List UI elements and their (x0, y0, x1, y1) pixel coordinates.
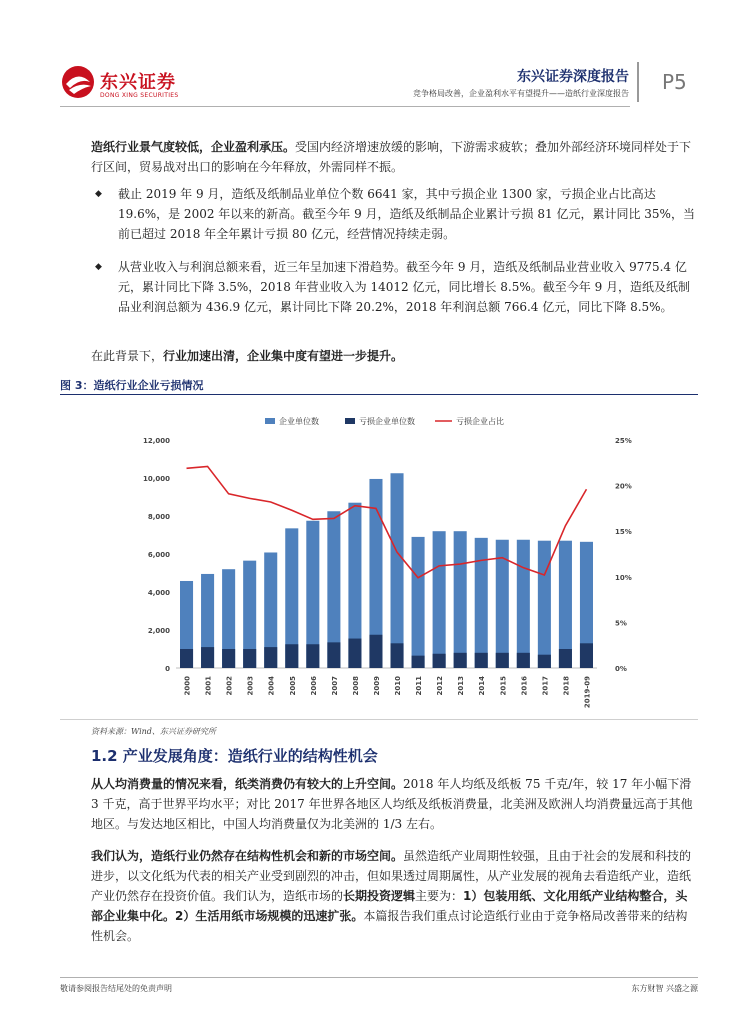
bar-units (390, 473, 403, 668)
x-tick-label: 2004 (267, 676, 276, 696)
bullet-1: 截止 2019 年 9 月，造纸及纸制品业单位个数 6641 家，其中亏损企业 1300 家，亏损企业占比高达 19.6%，是 2002 年以来的新高。截至今年 9 月，造纸及纸制品企业累计亏损 81 亿元，累计同比 35%，当前已超过 2018 年全年累计亏损 80 亿元，经营情况持续走弱。 (118, 187, 695, 241)
consumption-lead: 从人均消费量的情况来看，纸类消费仍有较大的上升空间。 (91, 777, 404, 791)
x-tick-label: 2011 (415, 676, 424, 696)
opportunity-lead: 我们认为，造纸行业仍然存在结构性机会和新的市场空间。 (91, 849, 404, 863)
bar-loss (327, 642, 340, 668)
logo (60, 62, 190, 106)
y-left-tick-label: 6,000 (147, 551, 170, 559)
x-tick-label: 2017 (541, 676, 550, 696)
bar-loss (412, 656, 425, 668)
opportunity-points: 1）包装用纸、文化用纸产业结构整合，头部企业集中化。2）生活用纸市场规模的迅速扩张。 (91, 889, 688, 923)
logo-sub: DONG XING SECURITIES (100, 92, 179, 99)
bullet-icon: ◆ (95, 262, 102, 272)
bar-units (412, 537, 425, 668)
y-right-tick-label: 5% (615, 619, 627, 628)
bar-loss (306, 644, 319, 668)
intro-paragraph (91, 137, 697, 177)
legend-label-loss: 亏损企业单位数 (359, 417, 415, 426)
footer-disclaimer: 敬请参阅报告结尾处的免责声明 (60, 984, 172, 993)
bar-loss (285, 644, 298, 668)
x-tick-label: 2016 (520, 676, 529, 696)
section-title: 1.2 产业发展角度：造纸行业的结构性机会 (91, 747, 378, 765)
y-right-tick-label: 0% (615, 665, 627, 673)
conclusion (91, 346, 697, 366)
figure-source: 资料来源：Wind、东兴证券研究所 (91, 727, 216, 736)
x-tick-label: 2010 (394, 676, 403, 696)
bar-loss (201, 647, 214, 668)
opportunity-text-3: 本篇报告我们重点讨论造纸行业由于竞争格局改善带来的结构性机会。 (91, 909, 688, 943)
x-tick-label: 2007 (330, 676, 339, 696)
bar-units (433, 531, 446, 668)
chart-legend (265, 416, 504, 426)
x-tick-label: 2001 (204, 676, 213, 696)
bar-units (475, 538, 488, 668)
x-tick-label: 2013 (457, 676, 466, 696)
footer-rule (60, 977, 698, 978)
paragraph-opportunity (91, 846, 697, 946)
x-tick-label: 2012 (436, 676, 445, 696)
x-tick-label: 2018 (562, 676, 571, 696)
x-tick-label: 2002 (225, 676, 234, 696)
bar-loss (348, 639, 361, 668)
legend-label-ratio: 亏损企业占比 (456, 417, 504, 426)
bullet-2: 从营业收入与利润总额来看，近三年呈加速下滑趋势。截至今年 9 月，造纸及纸制品业营业收入 9775.4 亿元，累计同比下降 3.5%，2018 年营业收入为 14012 亿元，同比增长 8.5%。截至今年 9 月，造纸及纸制品业利润总额为 436.9 亿元，累计同比下降 20.2%，2018 年利润总额 766.4 亿元，同比下降 8.5%。 (118, 260, 691, 314)
y-left-tick-label: 0 (165, 665, 170, 673)
loss-chart (130, 410, 650, 710)
logo-name: 东兴证券 (100, 72, 176, 93)
y-right-tick-label: 15% (615, 528, 632, 537)
conclusion-prefix: 在此背景下， (91, 349, 164, 363)
figure-title: 图 3：造纸行业企业亏损情况 (60, 379, 204, 392)
y-right-tick-label: 20% (615, 482, 632, 491)
bar-loss (243, 649, 256, 668)
x-tick-label: 2014 (478, 676, 487, 696)
y-left-tick-label: 10,000 (142, 475, 170, 483)
bar-loss (390, 643, 403, 668)
x-tick-label: 2003 (246, 676, 255, 696)
y-left-tick-label: 8,000 (147, 513, 170, 521)
bar-loss (454, 653, 467, 668)
x-tick-label: 2019-09 (583, 676, 592, 709)
y-left-tick-label: 12,000 (142, 437, 170, 445)
bar-loss (180, 649, 193, 668)
opportunity-text-1: 虽然造纸产业周期性较强，且由于社会的发展和科技的进步，以文化纸为代表的相关产业受到剧烈的冲击，但如果透过周期属性，从产业发展的视角去看造纸产业，造纸产业仍然存在投资价值。我们认为，造纸市场的 (91, 849, 692, 903)
conclusion-bold: 行业加速出清，企业集中度有望进一步提升。 (163, 349, 404, 363)
x-tick-label: 2005 (288, 676, 297, 696)
y-right-tick-label: 10% (615, 573, 632, 582)
paragraph-consumption (91, 774, 697, 834)
figure-rule (60, 394, 698, 395)
logo-mark-icon (60, 64, 96, 100)
header-rule (60, 106, 630, 107)
bar-loss (369, 635, 382, 668)
bar-loss (580, 643, 593, 668)
opportunity-logic: 长期投资逻辑 (343, 889, 416, 903)
bar-loss (517, 653, 530, 668)
bar-loss (475, 653, 488, 668)
bar-loss (496, 653, 509, 668)
bar-loss (222, 649, 235, 668)
intro-rest: 受国内经济增速放缓的影响，下游需求疲软；叠加外部经济环境同样处于下行区间，贸易战对出口的影响在今年释放，外需同样不振。 (91, 140, 692, 174)
bar-loss (264, 647, 277, 668)
bar-loss (538, 655, 551, 668)
intro-lead: 造纸行业景气度较低，企业盈利承压。 (91, 140, 296, 154)
legend-swatch-loss (345, 418, 355, 424)
x-tick-label: 2015 (499, 676, 508, 696)
y-right-tick-label: 25% (615, 437, 632, 445)
x-tick-label: 2008 (351, 676, 360, 696)
bullet-icon: ◆ (95, 189, 102, 199)
chart-plot-area (143, 437, 632, 708)
bar-units (454, 531, 467, 668)
footer-slogan: 东方财智 兴盛之源 (631, 984, 698, 993)
bar-loss (559, 649, 572, 668)
bar-loss (433, 654, 446, 668)
header-divider-vertical (637, 62, 639, 102)
report-subtitle: 竞争格局改善，企业盈利水平有望提升——造纸行业深度报告 (413, 89, 629, 98)
legend-swatch-units (265, 418, 275, 424)
x-tick-label: 2006 (309, 676, 318, 696)
figure-bottom-rule (60, 719, 698, 720)
x-tick-label: 2000 (183, 676, 192, 696)
y-left-tick-label: 4,000 (147, 589, 170, 597)
page-number: P5 (662, 70, 687, 94)
legend-label-units: 企业单位数 (279, 417, 319, 426)
bar-units (517, 540, 530, 668)
bar-units (538, 541, 551, 668)
x-tick-label: 2009 (372, 676, 381, 696)
consumption-rest: 2018 年人均纸及纸板 75 千克/年，较 17 年小幅下滑 3 千克，高于世界平均水平；对比 2017 年世界各地区人均纸及纸板消费量，北美洲及欧洲人均消费量远高于其他地区。与发达地区相比，中国人均消费量仅为北美洲的 1/3 左右。 (91, 777, 693, 831)
y-left-tick-label: 2,000 (147, 627, 170, 635)
bar-units (559, 541, 572, 668)
opportunity-text-2: 主要为： (415, 889, 464, 903)
report-title: 东兴证券深度报告 (517, 69, 629, 85)
